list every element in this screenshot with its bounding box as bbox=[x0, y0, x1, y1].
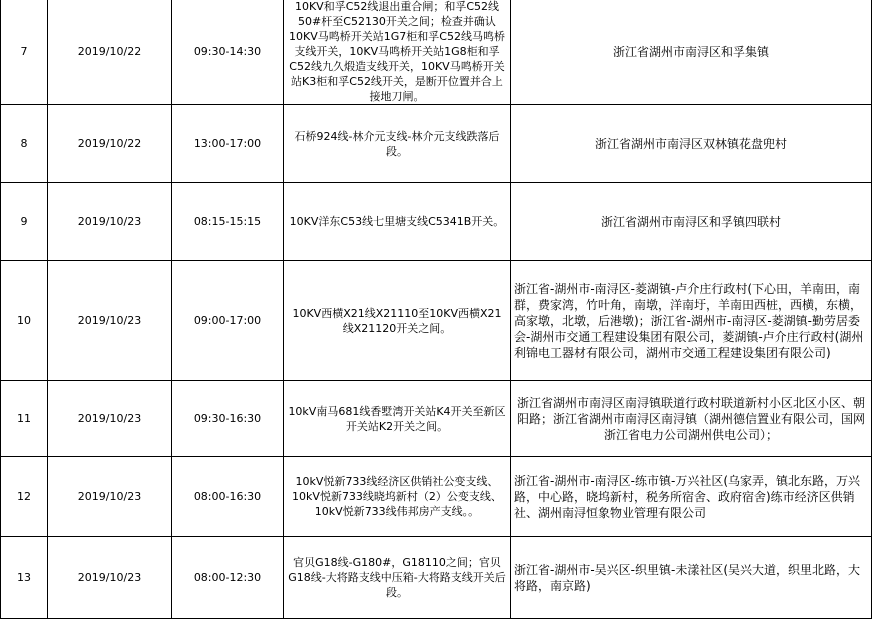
row-outage-range: 10kV悦新733线经济区供销社公变支线、10kV悦新733线晓坞新村（2）公变支线、10kV悦新733线伟邦房产支线。。 bbox=[284, 457, 511, 537]
row-affected-area: 浙江省湖州市南浔区和孚镇四联村 bbox=[511, 183, 872, 261]
row-time: 13:00-17:00 bbox=[172, 105, 284, 183]
row-affected-area: 浙江省-湖州市-南浔区-练市镇-万兴社区(乌家弄，镇北东路，万兴路，中心路，晓坞新村，税务所宿舍、政府宿舍)练市经济区供销社、湖州南浔恒象物业管理有限公司 bbox=[511, 457, 872, 537]
row-time: 09:00-17:00 bbox=[172, 261, 284, 381]
row-outage-range: 10KV和孚C52线退出重合闸；和孚C52线50#杆至C52130开关之间；检查并确认10KV马鸣桥开关站1G7柜和孚C52线马鸣桥支线开关，10KV马鸣桥开关站1G8柜和孚C52线九久煅造支线开关，10KV马鸣桥开关站K3柜和孚C52线开关，是断开位置并合上接地刀闸。 bbox=[284, 0, 511, 105]
row-number: 13 bbox=[1, 537, 48, 619]
row-outage-range: 10kV南马681线香墅湾开关站K4开关至新区开关站K2开关之间。 bbox=[284, 381, 511, 457]
row-date: 2019/10/22 bbox=[48, 105, 172, 183]
table-row bbox=[1, 537, 872, 619]
row-affected-area: 浙江省湖州市南浔区双林镇花盘兜村 bbox=[511, 105, 872, 183]
row-outage-range: 石桥924线-林介元支线-林介元支线跌落后段。 bbox=[284, 105, 511, 183]
row-time: 08:00-12:30 bbox=[172, 537, 284, 619]
row-time: 08:15-15:15 bbox=[172, 183, 284, 261]
row-number: 7 bbox=[1, 0, 48, 105]
table-row bbox=[1, 183, 872, 261]
row-number: 9 bbox=[1, 183, 48, 261]
table-row bbox=[1, 105, 872, 183]
row-date: 2019/10/22 bbox=[48, 0, 172, 105]
row-time: 08:00-16:30 bbox=[172, 457, 284, 537]
row-date: 2019/10/23 bbox=[48, 537, 172, 619]
row-date: 2019/10/23 bbox=[48, 457, 172, 537]
row-number: 12 bbox=[1, 457, 48, 537]
row-outage-range: 官贝G18线-G180#，G18110之间；官贝G18线-大将路支线中压箱-大将路支线开关后段。 bbox=[284, 537, 511, 619]
row-time: 09:30-14:30 bbox=[172, 0, 284, 105]
row-number: 11 bbox=[1, 381, 48, 457]
row-affected-area: 浙江省湖州市南浔区南浔镇联道行政村联道新村小区北区小区、朝阳路；浙江省湖州市南浔区南浔镇（湖州德信置业有限公司，国网浙江省电力公司湖州供电公司）； bbox=[511, 381, 872, 457]
row-time: 09:30-16:30 bbox=[172, 381, 284, 457]
row-date: 2019/10/23 bbox=[48, 261, 172, 381]
table-row bbox=[1, 0, 872, 105]
row-outage-range: 10KV西横X21线X21110至10KV西横X21线X21120开关之间。 bbox=[284, 261, 511, 381]
row-affected-area: 浙江省-湖州市-吴兴区-织里镇-未漾社区(吴兴大道，织里北路，大将路，南京路) bbox=[511, 537, 872, 619]
row-date: 2019/10/23 bbox=[48, 381, 172, 457]
table-row bbox=[1, 457, 872, 537]
row-outage-range: 10KV洋东C53线七里塘支线C5341B开关。 bbox=[284, 183, 511, 261]
row-number: 8 bbox=[1, 105, 48, 183]
table-row bbox=[1, 261, 872, 381]
row-number: 10 bbox=[1, 261, 48, 381]
row-date: 2019/10/23 bbox=[48, 183, 172, 261]
table-row bbox=[1, 381, 872, 457]
row-affected-area: 浙江省湖州市南浔区和孚集镇 bbox=[511, 0, 872, 105]
row-affected-area: 浙江省-湖州市-南浔区-菱湖镇-卢介庄行政村(下心田，羊南田，南群，费家湾，竹叶角，南墩，洋南圩，羊南田西桩，西横，东横，高家墩，北墩，后港墩)；浙江省-湖州市-南浔区-菱湖镇-勤劳居委会-湖州市交通工程建设集团有限公司，菱湖镇-卢介庄行政村(湖州利锦电工器材有限公司，湖州市交通工程建设集团有限公司) bbox=[511, 261, 872, 381]
